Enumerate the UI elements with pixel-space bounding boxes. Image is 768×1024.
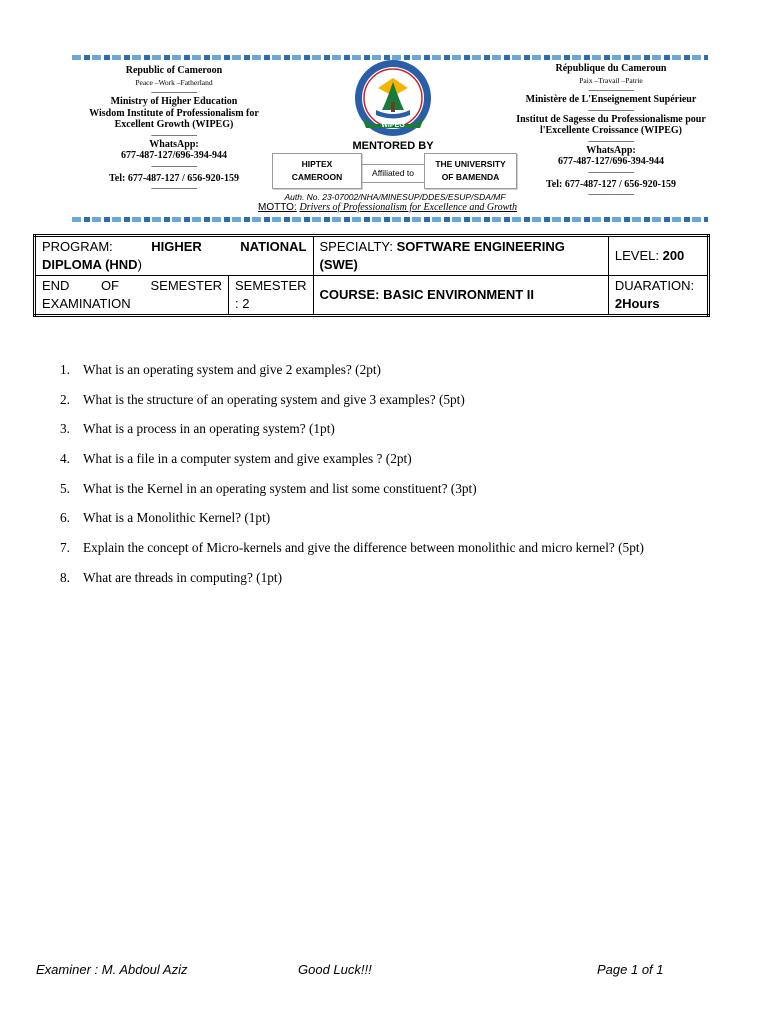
ministry-fr: Ministère de L'Enseignement Supérieur bbox=[525, 94, 697, 105]
question-number: 4. bbox=[60, 451, 70, 467]
separator: ------------------------- bbox=[151, 88, 197, 96]
list-item bbox=[60, 481, 644, 511]
question-text: What is the Kernel in an operating system and list some constituent? (3pt) bbox=[83, 480, 477, 496]
affiliated-to-label: Affiliated to bbox=[362, 164, 424, 183]
program-value: NATIONAL bbox=[240, 239, 307, 254]
duration-value: 2Hours bbox=[614, 296, 660, 311]
whatsapp-numbers: 677-487-127/696-394-944 bbox=[120, 150, 228, 161]
table-row bbox=[35, 236, 709, 276]
question-number: 2. bbox=[60, 391, 70, 407]
separator: ------------------------- bbox=[588, 190, 634, 198]
question-text: What are threads in computing? (1pt) bbox=[83, 569, 283, 585]
telephone: Tel: 677-487-127 / 656-920-159 bbox=[109, 172, 239, 184]
list-item bbox=[60, 451, 644, 481]
separator: ------------------------- bbox=[588, 86, 634, 94]
course-cell bbox=[313, 276, 608, 316]
republic-fr: République du Cameroun bbox=[555, 63, 667, 74]
letterhead-right bbox=[506, 63, 716, 198]
course-title: COURSE: BASIC ENVIRONMENT II bbox=[319, 287, 535, 302]
question-number: 8. bbox=[60, 569, 70, 585]
header-border-bottom bbox=[72, 217, 708, 222]
specialty-value: SOFTWARE ENGINEERING (SWE) bbox=[319, 239, 565, 272]
hiptex-country: CAMEROON bbox=[291, 172, 343, 182]
semester-value: : 2 bbox=[235, 296, 250, 311]
separator: ------------------------- bbox=[151, 130, 197, 139]
separator: ------------------------- bbox=[151, 184, 197, 192]
question-text: What is an operating system and give 2 examples? (2pt) bbox=[83, 362, 381, 377]
list-item bbox=[60, 421, 644, 451]
exam-type: SEMESTER bbox=[150, 278, 222, 293]
institute-motto bbox=[258, 202, 548, 213]
hiptex-name: HIPTEX bbox=[301, 159, 333, 169]
mentored-by-label: MENTORED BY bbox=[352, 140, 434, 152]
program-value: HIGHER bbox=[151, 239, 202, 254]
exam-type-cell bbox=[35, 276, 229, 316]
question-number: 6. bbox=[60, 510, 70, 526]
exam-type: OF bbox=[100, 278, 119, 293]
ministry-en: Ministry of Higher Education bbox=[110, 96, 238, 107]
republic-en: Republic of Cameroon bbox=[125, 65, 223, 76]
question-number: 5. bbox=[60, 480, 70, 496]
question-text: What is a process in an operating system? (1pt) bbox=[83, 421, 335, 437]
separator: ------------------------- bbox=[151, 161, 197, 170]
separator: ------------------------- bbox=[588, 167, 634, 176]
motto-label: MOTTO: bbox=[258, 202, 297, 213]
examiner-name: Examiner : M. Abdoul Aziz bbox=[36, 962, 188, 977]
program-value: DIPLOMA (HND bbox=[42, 257, 138, 272]
question-number: 1. bbox=[60, 362, 70, 377]
duration-label: DUARATION: bbox=[614, 278, 695, 293]
whatsapp-label: WhatsApp: bbox=[586, 144, 636, 156]
list-item bbox=[60, 362, 644, 392]
whatsapp-numbers: 677-487-127/696-394-944 bbox=[557, 156, 665, 167]
list-item bbox=[60, 540, 644, 570]
specialty-label: SPECIALTY: bbox=[319, 239, 393, 254]
table-row bbox=[35, 276, 709, 316]
semester-cell bbox=[229, 276, 314, 316]
program-label: PROGRAM: bbox=[42, 239, 113, 254]
good-luck-text: Good Luck!!! bbox=[298, 962, 372, 977]
list-item bbox=[60, 392, 644, 422]
university-name-2: OF BAMENDA bbox=[441, 172, 500, 182]
level-value: 200 bbox=[662, 248, 685, 263]
university-box bbox=[424, 153, 517, 189]
level-label: LEVEL: bbox=[614, 248, 659, 263]
separator: ------------------------- bbox=[588, 105, 634, 114]
authorization-number: Auth. No. 23-07002/NHA/MINESUP/DDES/ESUP/SDA/MF bbox=[284, 192, 506, 202]
question-text: What is the structure of an operating system and give 3 examples? (5pt) bbox=[83, 391, 465, 407]
page-number: Page 1 of 1 bbox=[597, 962, 664, 977]
list-item bbox=[60, 570, 644, 600]
svg-text:WIPEG: WIPEG bbox=[381, 122, 405, 129]
exam-info-table bbox=[33, 234, 710, 317]
level-cell bbox=[608, 236, 708, 276]
separator: ------------------------- bbox=[588, 136, 634, 145]
question-text: What is a file in a computer system and give examples ? (2pt) bbox=[83, 451, 412, 467]
university-name-1: THE UNIVERSITY bbox=[435, 159, 506, 169]
institute-fr: Institut de Sagesse du Professionalisme pour l'Excellente Croissance (WIPEG) bbox=[516, 113, 706, 136]
program-cell bbox=[35, 236, 314, 276]
program-paren: ) bbox=[137, 257, 142, 272]
national-motto-fr: Paix –Travail –Patrie bbox=[579, 75, 643, 85]
question-number: 3. bbox=[60, 421, 70, 437]
specialty-cell bbox=[313, 236, 608, 276]
question-text: What is a Monolithic Kernel? (1pt) bbox=[83, 510, 271, 526]
telephone: Tel: 677-487-127 / 656-920-159 bbox=[546, 178, 676, 190]
list-item bbox=[60, 510, 644, 540]
exam-type: END bbox=[42, 278, 70, 293]
question-list bbox=[60, 362, 644, 600]
hiptex-box bbox=[272, 153, 362, 189]
exam-type: EXAMINATION bbox=[42, 296, 131, 311]
question-number: 7. bbox=[60, 540, 70, 556]
motto-text: Drivers of Professionalism for Excellence and Growth bbox=[299, 202, 518, 213]
duration-cell bbox=[608, 276, 708, 316]
question-text: Explain the concept of Micro-kernels and give the difference between monolithic and micro kernel? (5pt) bbox=[83, 540, 644, 556]
institute-en: Wisdom Institute of Professionalism for Excellent Growth (WIPEG) bbox=[89, 107, 259, 130]
wipeg-logo bbox=[348, 58, 438, 142]
semester-label: SEMESTER bbox=[235, 278, 307, 293]
whatsapp-label: WhatsApp: bbox=[149, 138, 199, 150]
letterhead-left bbox=[78, 65, 270, 192]
national-motto-en: Peace –Work –Fatherland bbox=[135, 77, 213, 87]
